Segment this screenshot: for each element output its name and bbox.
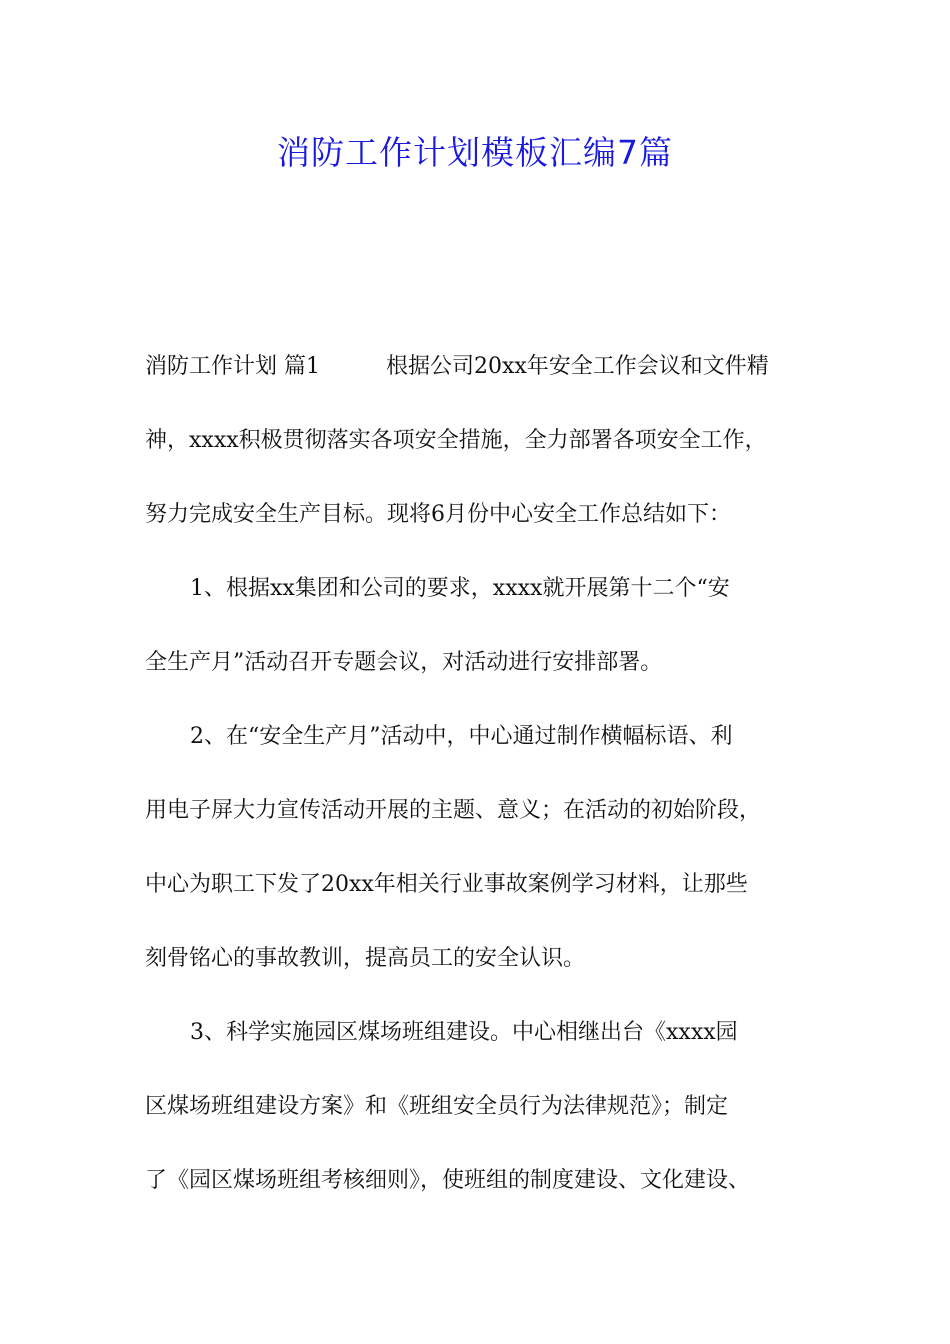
document-body [145, 330, 825, 1218]
body-line-9: 刻骨铭心的事故教训，提高员工的安全认识。 [145, 946, 586, 971]
body-line-2: 神，xxxx积极贯彻落实各项安全措施，全力部署各项安全工作， [145, 428, 767, 453]
body-line-7: 用电子屏大力宣传活动开展的主题、意义；在活动的初始阶段， [145, 798, 762, 823]
body-line-8: 中心为职工下发了20xx年相关行业事故案例学习材料，让那些 [145, 872, 748, 897]
body-line-1: 消防工作计划 篇1 根据公司20xx年安全工作会议和文件精 [145, 354, 769, 379]
document-title: 消防工作计划模板汇编7篇 [277, 133, 673, 172]
body-line-4: 1、根据xx集团和公司的要求，xxxx就开展第十二个“安 [190, 576, 730, 601]
body-line-11: 区煤场班组建设方案》和《班组安全员行为法律规范》；制定 [145, 1094, 729, 1119]
body-line-12: 了《园区煤场班组考核细则》，使班组的制度建设、文化建设、 [145, 1168, 751, 1193]
body-line-6: 2、在“安全生产月”活动中，中心通过制作横幅标语、利 [190, 724, 733, 749]
body-line-3: 努力完成安全生产目标。现将6月份中心安全工作总结如下： [145, 502, 731, 527]
body-line-10: 3、科学实施园区煤场班组建设。中心相继出台《xxxx园 [190, 1020, 738, 1045]
body-line-5: 全生产月”活动召开专题会议，对活动进行安排部署。 [145, 650, 663, 675]
